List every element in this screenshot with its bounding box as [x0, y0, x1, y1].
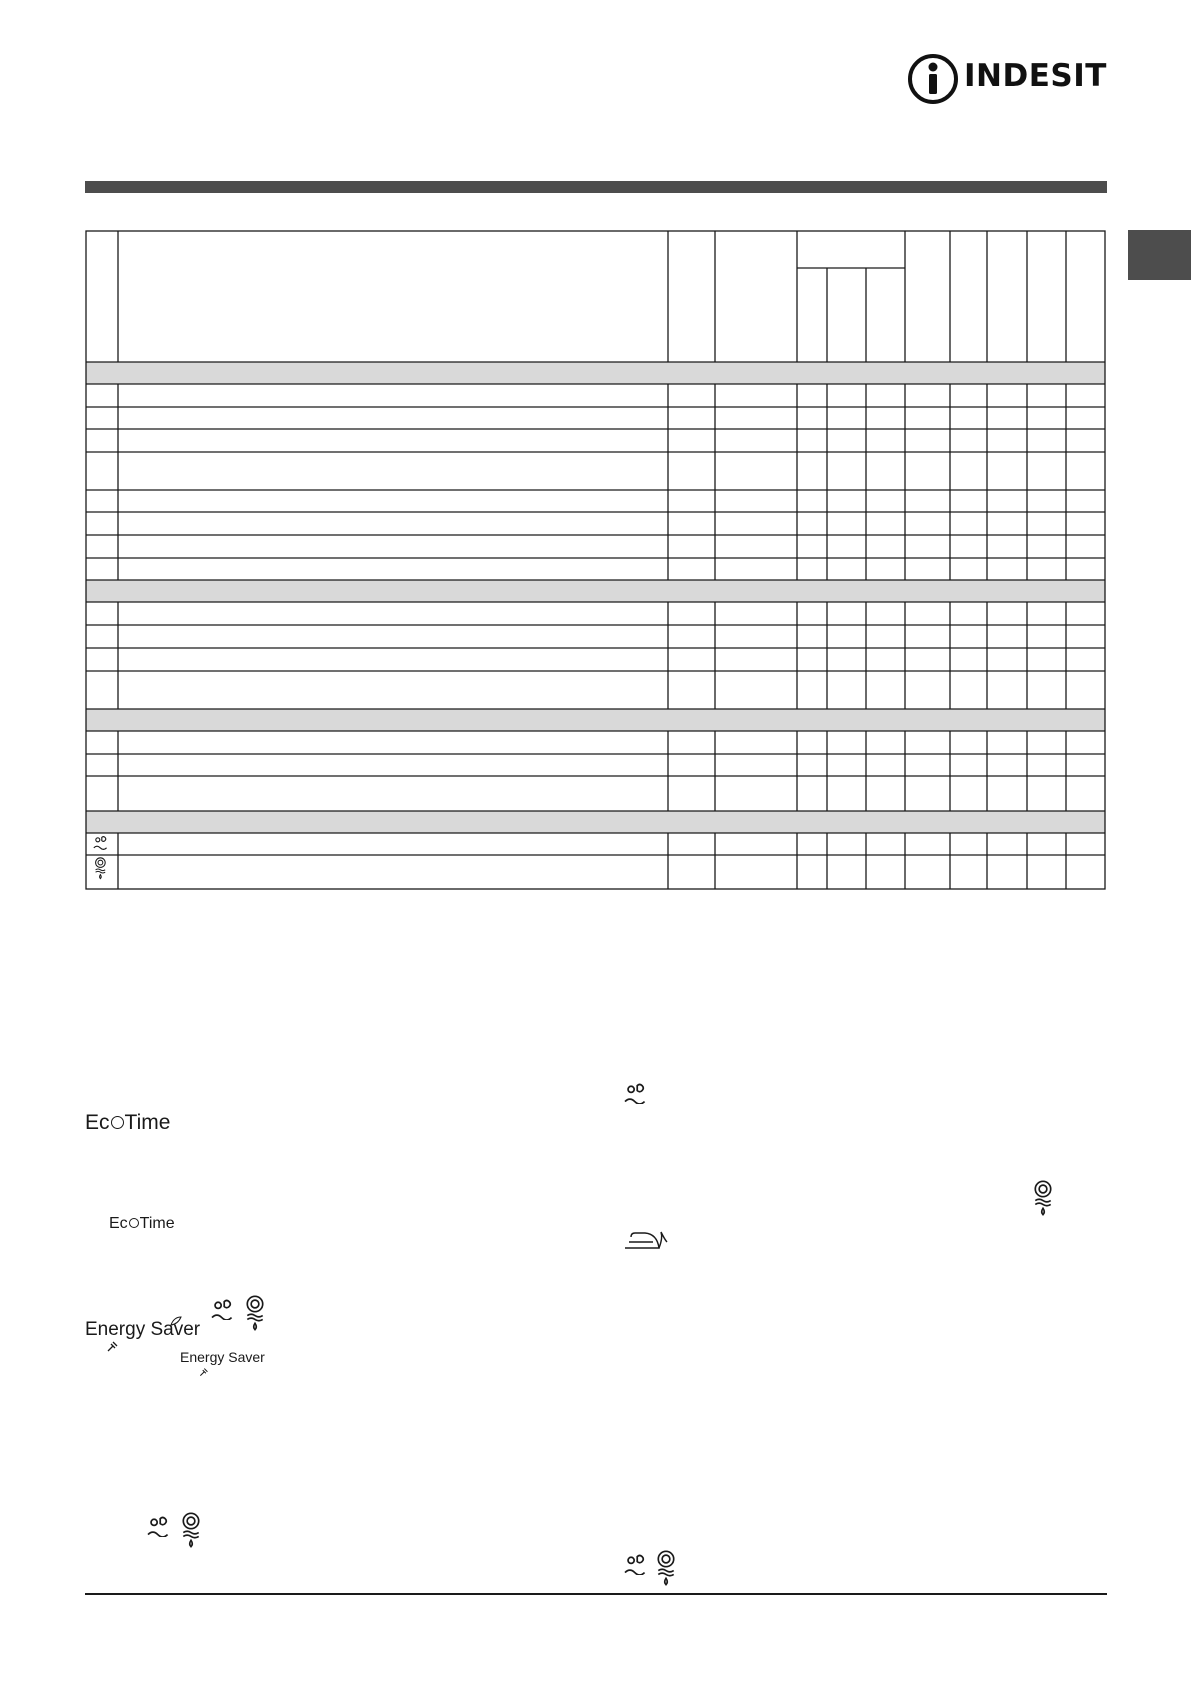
section-band-3 [86, 709, 1105, 731]
eco-time-suffix-small: Time [139, 1215, 175, 1232]
energy-saver-logo-large [85, 1320, 200, 1339]
section-band-2 [86, 580, 1105, 602]
plug-leaf-icon-small [198, 1367, 209, 1378]
spin-drain-icon [244, 1295, 266, 1331]
spin-drain-icon [180, 1512, 202, 1548]
plug-leaf-icon [105, 1340, 119, 1354]
iron-icon [623, 1228, 669, 1252]
section-band-1 [86, 362, 1105, 384]
eco-time-prefix: Ec [85, 1111, 110, 1134]
energy-saver-label: Energy Saver [85, 1319, 201, 1340]
quick-dry-icon [623, 1082, 649, 1104]
footer-rule [85, 1593, 1107, 1595]
eco-time-suffix: Time [124, 1111, 171, 1134]
brand-name: INDESIT [964, 58, 1107, 94]
quick-dry-icon [623, 1553, 649, 1575]
eco-time-logo-large [85, 1112, 170, 1133]
eco-time-ring-icon [111, 1116, 124, 1129]
eco-time-logo-small [109, 1216, 175, 1232]
eco-time-ring-icon-small [129, 1218, 139, 1228]
spin-drain-icon [655, 1550, 677, 1586]
eco-time-prefix-small: Ec [109, 1215, 128, 1232]
leaf-accent-icon [170, 1316, 182, 1326]
spin-drain-icon [1032, 1180, 1054, 1216]
quick-dry-icon [210, 1298, 236, 1320]
energy-saver-label-small: Energy Saver [180, 1349, 265, 1365]
section-band-4 [86, 811, 1105, 833]
quick-dry-icon [146, 1515, 172, 1537]
energy-saver-logo-small [180, 1350, 265, 1364]
spin-drain-icon [96, 858, 106, 879]
quick-dry-icon [94, 837, 107, 850]
